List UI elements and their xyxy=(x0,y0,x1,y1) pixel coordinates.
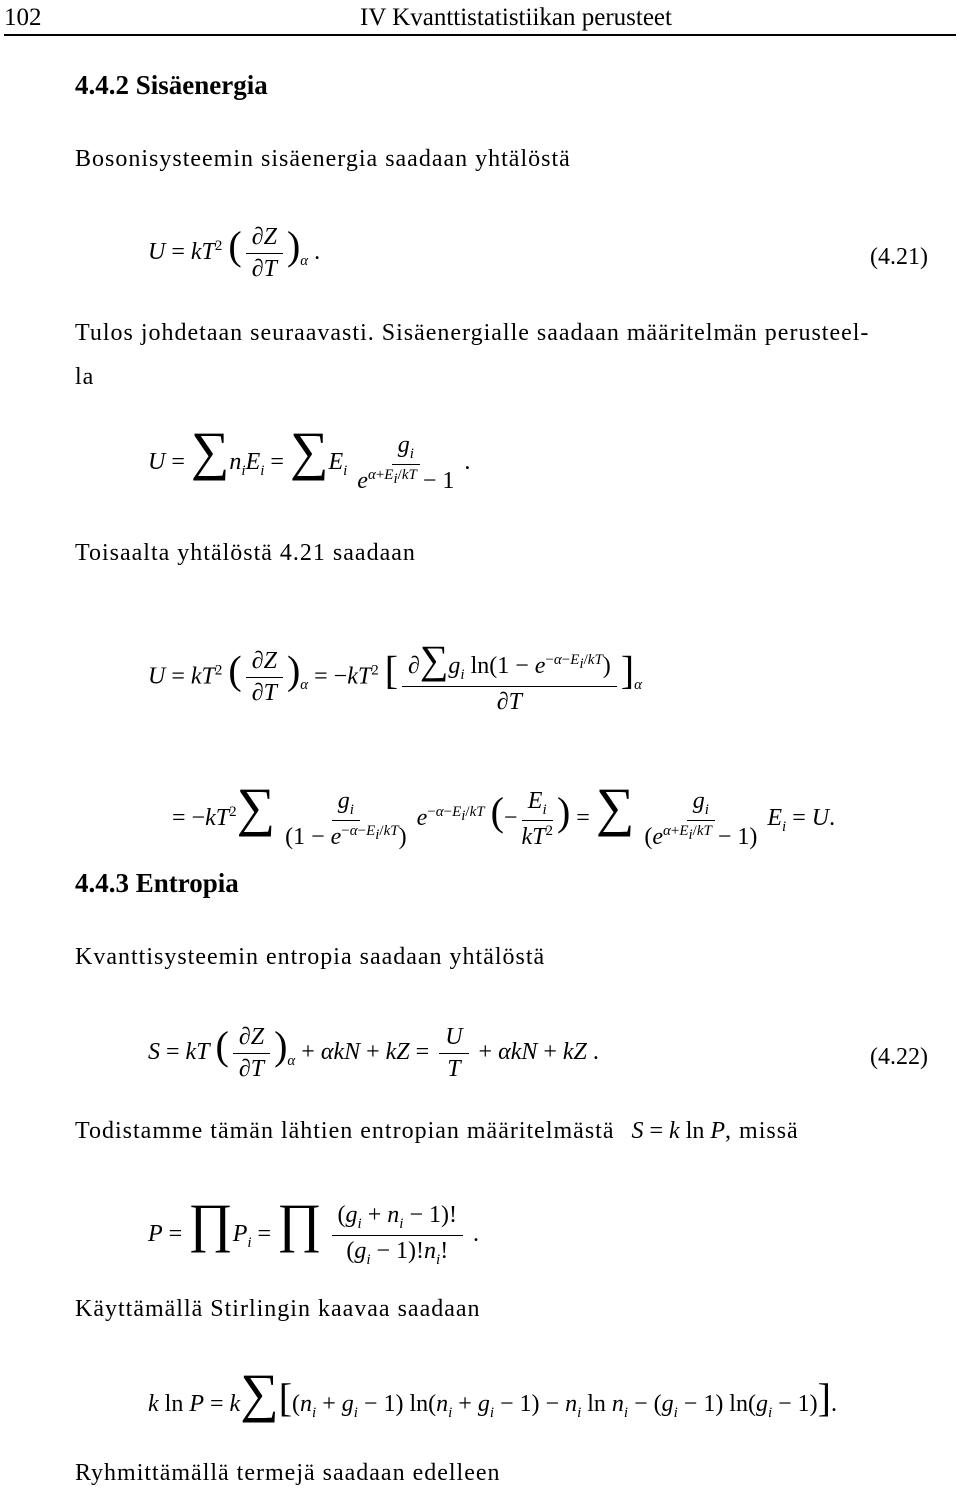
chapter-title: IV Kvanttistatistiikan perusteet xyxy=(360,4,672,31)
paragraph-tulos-line2: la xyxy=(75,364,95,390)
page-number: 102 xyxy=(4,4,42,31)
paragraph-kvanttisysteemi: Kvanttisysteemin entropia saadaan yhtälöstä xyxy=(75,944,546,970)
equation-number-4-22: (4.22) xyxy=(870,1044,928,1070)
paragraph-ryhmittamalla: Ryhmittämällä termejä saadaan edelleen xyxy=(75,1460,501,1486)
header-rule xyxy=(4,34,956,36)
paragraph-tulos-line1: Tulos johdetaan seuraavasti. Sisäenergialle saadaan määritelmän perusteel- xyxy=(75,320,870,346)
equation-probability-product: $P = \prod P_i$ = ∏ $\frac{(g_i + n_i - 1)!}{(g_i - 1)!n_i!}$ . xyxy=(148,1193,479,1268)
section-heading-entropia: 4.4.3 Entropia xyxy=(75,868,239,898)
paragraph-todistamme-tail: , missä xyxy=(725,1118,799,1144)
equation-derivation-line1: $U = kT^2$ ( $\frac{\partial Z}{\partial T}$ )$_\alpha = -kT^2$ [ $\frac{\partial\sum g_i \ln(1 - e^{-\alpha-E_i/kT})}{\partial T}$ ]$_\alpha$ xyxy=(148,637,642,715)
paragraph-bosonisysteemi: Bosonisysteemin sisäenergia saadaan yhtälöstä xyxy=(75,146,571,172)
paragraph-stirling: Käyttämällä Stirlingin kaavaa saadaan xyxy=(75,1296,481,1322)
page-header xyxy=(0,0,960,36)
equation-internal-energy-sum: $U = \sum n_iE_i = \sum E_i$ $\frac{g_i}{e^{\alpha+E_i/kT} - 1}$ . xyxy=(148,421,471,495)
paragraph-todistamme: Todistamme tämän lähtien entropian määritelmästä S = k ln P, missä xyxy=(75,1118,799,1144)
paragraph-toisaalta: Toisaalta yhtälöstä 4.21 saadaan xyxy=(75,540,416,566)
equation-number-4-21: (4.21) xyxy=(870,244,928,270)
paragraph-todistamme-text: Todistamme tämän lähtien entropian määritelmästä xyxy=(75,1118,615,1144)
equation-derivation-line2: = $-kT^2\sum$ $\frac{g_i}{(1 - e^{-\alpha-E_i/kT})}$ $e^{-\alpha-E_i/kT}$ (− $\frac{E_i}{kT^2}$ ) = ∑ $\frac{g_i}{(e^{\alpha+E_i/kT} - 1)}$ $E_i = U$. xyxy=(172,777,836,851)
equation-4-22: S = kT ( $\frac{\partial Z}{\partial T}$ )$_\alpha + \alpha kN$ + kZ = $\frac{U}{T}$ + αkN + kZ . xyxy=(148,1023,599,1082)
equation-stirling-expansion: k $\ln P = k\sum[(n_i + g_i - 1) \ln(n_i + g_i - 1) - n_i$ $\ln n_i - (g_i - 1) \ln(g_i - 1)$]. xyxy=(148,1363,837,1423)
section-heading-sisaenergia: 4.4.2 Sisäenergia xyxy=(75,70,268,100)
equation-4-21: $U = kT^2$ ( $\frac{\partial Z}{\partial T}$ )$_\alpha$ . xyxy=(148,223,321,282)
